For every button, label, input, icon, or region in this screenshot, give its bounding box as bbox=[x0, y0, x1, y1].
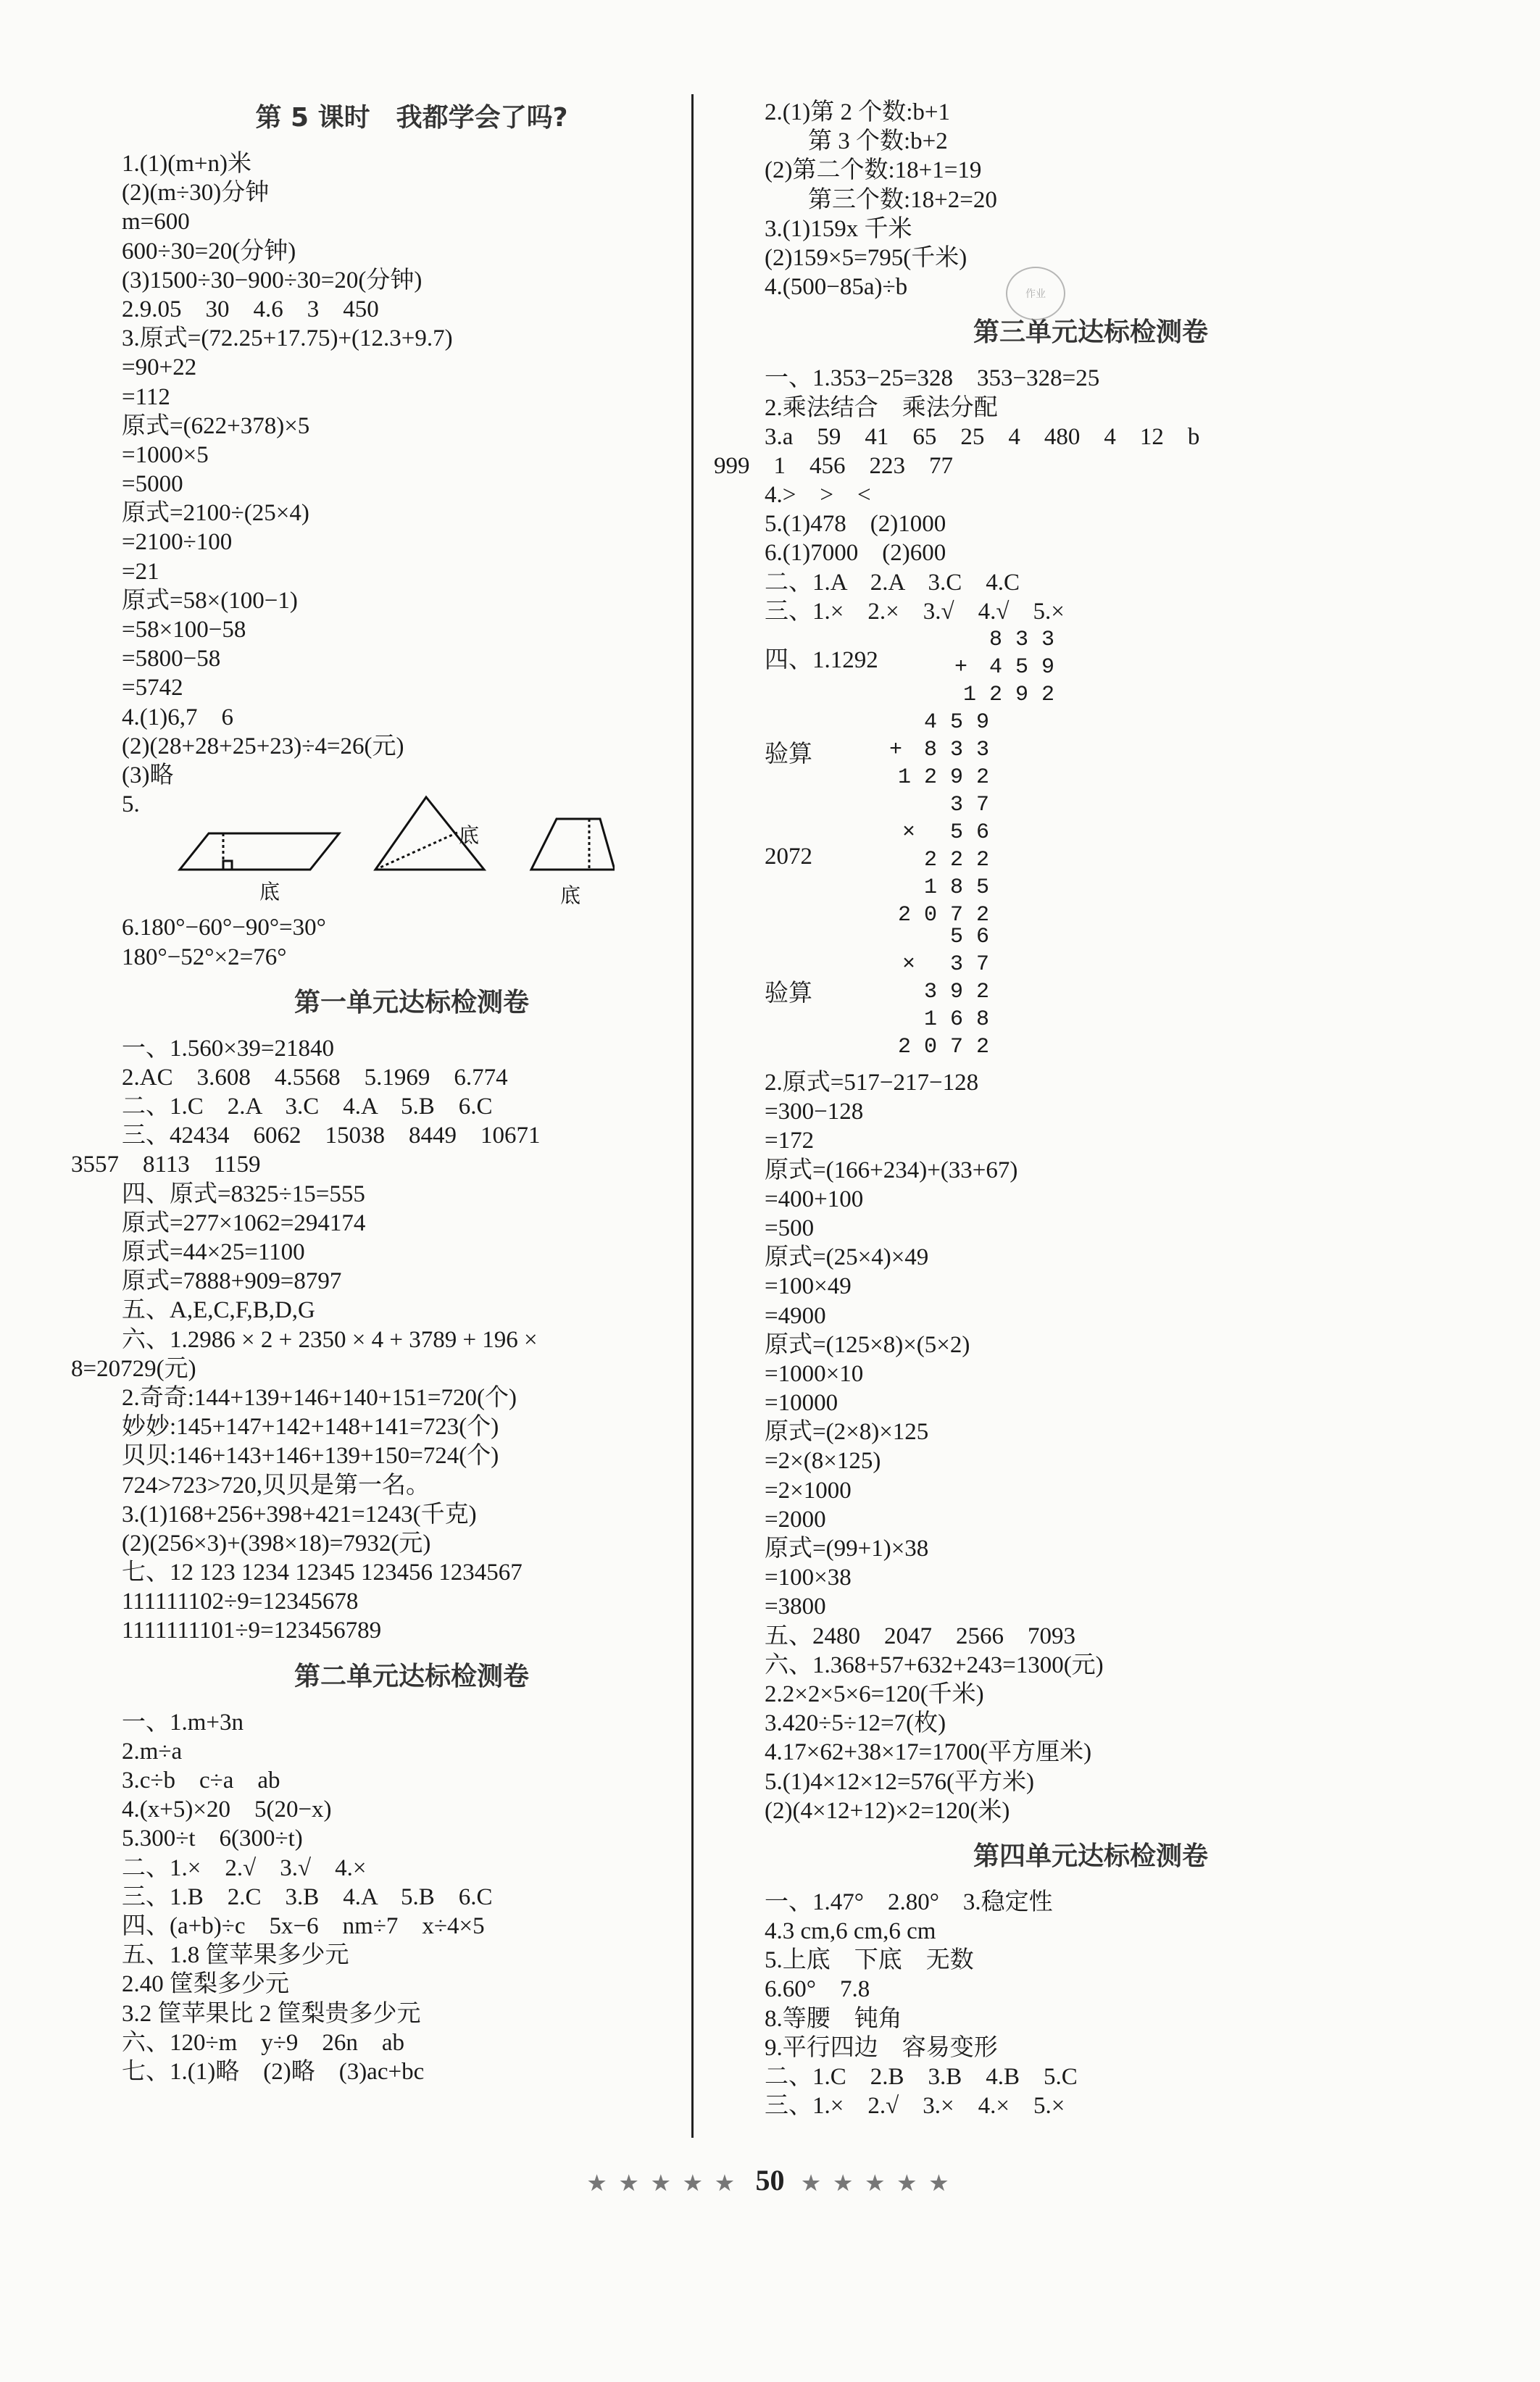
answer-line: 8.等腰 钝角 bbox=[765, 2005, 902, 2032]
addend-2: + 4 5 9 bbox=[954, 655, 1054, 680]
answer-line: =58×100−58 bbox=[122, 617, 246, 643]
answer-line: =1000×5 bbox=[122, 441, 209, 468]
page-footer bbox=[0, 2163, 1540, 2197]
answer-line: 2.2×2×5×6=120(千米) bbox=[765, 1681, 984, 1707]
factor-1: 3 7 bbox=[949, 793, 989, 817]
addend-1: 4 5 9 bbox=[923, 710, 989, 735]
answer-line: 1.(1)(m+n)米 bbox=[122, 151, 251, 177]
answer-line: 3.c÷b c÷a ab bbox=[122, 1767, 280, 1794]
factor-2: × 3 7 bbox=[902, 952, 989, 977]
vertical-calculations-2 bbox=[765, 923, 1417, 1068]
answer-line: 5.300÷t 6(300÷t) bbox=[122, 1825, 303, 1852]
answer-line: 原式=(622+378)×5 bbox=[122, 412, 310, 439]
answer-line: 四、(a+b)÷c 5x−6 nm÷7 x÷4×5 bbox=[122, 1912, 485, 1939]
partial-product-1: 3 9 2 bbox=[923, 980, 989, 1004]
calc-label-2072: 2072 bbox=[765, 844, 812, 870]
answer-line: =172 bbox=[765, 1128, 815, 1154]
partial-product-1: 2 2 2 bbox=[923, 848, 989, 873]
answer-line: (2)(m÷30)分钟 bbox=[122, 180, 270, 207]
answer-line: 原式=(25×4)×49 bbox=[765, 1244, 929, 1271]
unit3-continued-line: 999 1 456 223 77 bbox=[714, 452, 953, 479]
answer-line: 4.3 cm,6 cm,6 cm bbox=[765, 1918, 936, 1945]
answer-line: (2)(256×3)+(398×18)=7932(元) bbox=[122, 1530, 431, 1557]
answer-line: 2.40 筐梨多少元 bbox=[122, 1971, 289, 1998]
page-number: 50 bbox=[755, 2164, 785, 2196]
answer-line: 4.(1)6,7 6 bbox=[122, 704, 233, 730]
unit1-title: 第一单元达标检测卷 bbox=[294, 987, 529, 1017]
partial-product-2: 1 8 5 bbox=[923, 875, 989, 900]
unit3-answers bbox=[765, 364, 1417, 451]
answer-line: =10000 bbox=[765, 1390, 838, 1417]
answer-line: 一、1.353−25=328 353−328=25 bbox=[765, 365, 1100, 392]
answer-line: =5742 bbox=[122, 675, 183, 701]
sum: 1 2 9 2 bbox=[962, 683, 1054, 707]
answer-line: 5.(1)4×12×12=576(平方米) bbox=[765, 1768, 1035, 1795]
addend-1: 8 3 3 bbox=[988, 628, 1054, 652]
answer-line: 6.180°−60°−90°=30° bbox=[122, 915, 326, 941]
answer-line: 妙妙:145+147+142+148+141=723(个) bbox=[122, 1414, 499, 1441]
unit4-answers bbox=[765, 1888, 1417, 2121]
answer-line: 三、1.× 2.× 3.√ 4.√ 5.× bbox=[765, 598, 1065, 625]
answer-line: 原式=(99+1)×38 bbox=[765, 1536, 929, 1562]
answer-line: 一、1.560×39=21840 bbox=[122, 1035, 334, 1062]
continued-answers bbox=[765, 98, 1417, 301]
answer-line: =5800−58 bbox=[122, 646, 221, 672]
answer-line: 9.平行四边 容易变形 bbox=[765, 2034, 998, 2061]
figure-label-base-1: 底 bbox=[259, 881, 280, 904]
unit1-continued-line-2: 8=20729(元) bbox=[71, 1355, 196, 1382]
height-diagrams-icon bbox=[151, 790, 615, 906]
answer-line: 二、1.C 2.B 3.B 4.B 5.C bbox=[765, 2064, 1078, 2090]
answer-line: 6.60° 7.8 bbox=[765, 1976, 870, 2003]
answer-line: 七、1.(1)略 (2)略 (3)ac+bc bbox=[122, 2058, 425, 2085]
partial-product-2: 1 6 8 bbox=[923, 1007, 989, 1032]
answer-line: 2.AC 3.608 4.5568 5.1969 6.774 bbox=[122, 1064, 508, 1091]
unit2-title: 第二单元达标检测卷 bbox=[294, 1661, 529, 1691]
unit3-title: 第三单元达标检测卷 bbox=[973, 317, 1208, 348]
answer-line: =3800 bbox=[765, 1594, 826, 1620]
answer-line: =2100÷100 bbox=[122, 529, 233, 556]
figure-label-base-2: 底 bbox=[459, 825, 480, 848]
answer-line: 4.(x+5)×20 5(20−x) bbox=[122, 1796, 332, 1823]
answer-line: 3.2 筐苹果比 2 筐梨贵多少元 bbox=[122, 2000, 421, 2027]
answer-line: 原式=277×1062=294174 bbox=[122, 1209, 366, 1236]
answer-line: (2)159×5=795(千米) bbox=[765, 244, 967, 271]
answer-line: 3.a 59 41 65 25 4 480 4 12 b bbox=[765, 423, 1200, 450]
answer-line: 五、2480 2047 2566 7093 bbox=[765, 1623, 1075, 1649]
answer-line: 6.(1)7000 (2)600 bbox=[765, 540, 946, 567]
answer-line: 原式=7888+909=8797 bbox=[122, 1268, 342, 1295]
answer-line: 三、1.× 2.√ 3.× 4.× 5.× bbox=[765, 2093, 1065, 2120]
answer-line: (2)(28+28+25+23)÷4=26(元) bbox=[122, 733, 404, 759]
answer-line: =2×1000 bbox=[765, 1477, 852, 1504]
answer-line: (3)1500÷30−900÷30=20(分钟) bbox=[122, 267, 423, 293]
answer-line: (2)第二个数:18+1=19 bbox=[765, 157, 982, 184]
answer-line: 180°−52°×2=76° bbox=[122, 944, 287, 970]
answer-line: 4.17×62+38×17=1700(平方厘米) bbox=[765, 1739, 1092, 1766]
answer-line: 原式=(125×8)×(5×2) bbox=[765, 1331, 970, 1358]
factor-2: × 5 6 bbox=[902, 820, 989, 845]
addition-2 bbox=[844, 709, 989, 791]
product: 2 0 7 2 bbox=[897, 903, 989, 928]
figure-label-base-3: 底 bbox=[560, 885, 581, 907]
multiplication-2 bbox=[844, 923, 989, 1061]
multiplication-1 bbox=[844, 791, 989, 929]
answer-line: 4.(500−85a)÷b bbox=[765, 274, 908, 301]
answer-line: 原式=(2×8)×125 bbox=[765, 1419, 929, 1446]
answer-line: =300−128 bbox=[765, 1099, 864, 1125]
answer-line: 原式=44×25=1100 bbox=[122, 1239, 305, 1265]
answer-line: 111111102÷9=12345678 bbox=[122, 1588, 359, 1615]
answer-line: 2.奇奇:144+139+146+140+151=720(个) bbox=[122, 1384, 517, 1411]
answer-line: =100×38 bbox=[765, 1565, 852, 1591]
unit1-answers bbox=[122, 1034, 702, 1151]
answer-line: 5.(1)478 (2)1000 bbox=[765, 511, 946, 538]
answer-line: 七、12 123 1234 12345 123456 1234567 bbox=[122, 1559, 523, 1586]
calc-label-1292: 四、1.1292 bbox=[765, 647, 878, 673]
right-column bbox=[714, 98, 1417, 2120]
answer-line: 724>723>720,贝贝是第一名。 bbox=[122, 1472, 430, 1499]
answer-line: 3.420÷5÷12=7(枚) bbox=[765, 1710, 946, 1737]
answer-line: =90+22 bbox=[122, 354, 197, 381]
sum: 1 2 9 2 bbox=[897, 765, 989, 790]
answer-line: =500 bbox=[765, 1215, 815, 1241]
answer-line: 三、1.B 2.C 3.B 4.A 5.B 6.C bbox=[122, 1883, 493, 1910]
lesson-answers-after bbox=[122, 913, 702, 971]
answer-line: =4900 bbox=[765, 1302, 826, 1329]
answer-line: 1111111101÷9=123456789 bbox=[122, 1617, 382, 1644]
answer-line: 600÷30=20(分钟) bbox=[122, 238, 296, 265]
unit1-answers-3 bbox=[122, 1383, 702, 1646]
factor-1: 5 6 bbox=[949, 925, 989, 949]
answer-line: =112 bbox=[122, 383, 170, 410]
footer-stars-left: ★ ★ ★ ★ ★ bbox=[587, 2173, 738, 2195]
answer-line: 3.(1)168+256+398+421=1243(千克) bbox=[122, 1501, 477, 1528]
answer-line: =1000×10 bbox=[765, 1360, 864, 1387]
lesson-title: 第 5 课时 我都学会了吗? bbox=[255, 103, 568, 133]
answer-line: =400+100 bbox=[765, 1186, 864, 1212]
answer-line: 2.9.05 30 4.6 3 450 bbox=[122, 296, 379, 322]
footer-stars-right: ★ ★ ★ ★ ★ bbox=[802, 2173, 953, 2195]
answer-line: 三、42434 6062 15038 8449 10671 bbox=[122, 1123, 541, 1149]
answer-line: 3.(1)159x 千米 bbox=[765, 215, 912, 242]
answer-line: =2000 bbox=[765, 1506, 826, 1533]
answer-line: 二、1.× 2.√ 3.√ 4.× bbox=[122, 1854, 367, 1881]
answer-line: 原式=(166+234)+(33+67) bbox=[765, 1157, 1018, 1183]
unit2-answers bbox=[122, 1708, 702, 2086]
stamp-mark: 作业 bbox=[1006, 267, 1065, 320]
lesson-answers bbox=[122, 149, 702, 819]
answer-line: 五、1.8 筐苹果多少元 bbox=[122, 1942, 349, 1969]
product: 2 0 7 2 bbox=[897, 1035, 989, 1059]
answer-line: 六、120÷m y÷9 26n ab bbox=[122, 2029, 405, 2056]
addend-2: + 8 3 3 bbox=[888, 738, 989, 762]
unit1-answers-2 bbox=[122, 1180, 702, 1354]
answer-line: 一、1.m+3n bbox=[122, 1709, 244, 1736]
answer-line: 第 3 个数:b+2 bbox=[808, 128, 948, 155]
geometry-figures bbox=[122, 819, 702, 913]
answer-line: 二、1.A 2.A 3.C 4.C bbox=[765, 569, 1020, 596]
answer-line: 原式=2100÷(25×4) bbox=[122, 500, 309, 527]
answer-line: 五、A,E,C,F,B,D,G bbox=[122, 1297, 315, 1324]
answer-line: 2.m÷a bbox=[122, 1738, 183, 1765]
calc-label-check-2: 验算 bbox=[765, 980, 812, 1007]
unit1-continued-line: 3557 8113 1159 bbox=[71, 1152, 261, 1178]
answer-line: 4.> > < bbox=[765, 482, 871, 509]
answer-line: 5. bbox=[122, 791, 140, 818]
answer-line: =21 bbox=[122, 558, 159, 585]
unit3-answers-3 bbox=[765, 1068, 1417, 1825]
answer-line: m=600 bbox=[122, 209, 190, 236]
answer-line: 六、1.368+57+632+243=1300(元) bbox=[765, 1652, 1104, 1678]
answer-line: 2.原式=517−217−128 bbox=[765, 1070, 979, 1096]
addition-1 bbox=[910, 626, 1054, 709]
answer-line: 5.上底 下底 无数 bbox=[765, 1947, 974, 1974]
answer-line: 一、1.47° 2.80° 3.稳定性 bbox=[765, 1888, 1053, 1915]
answer-line: 原式=58×(100−1) bbox=[122, 587, 298, 614]
unit3-answers-2 bbox=[765, 480, 1417, 626]
answer-line: 3.原式=(72.25+17.75)+(12.3+9.7) bbox=[122, 325, 453, 352]
unit4-title: 第四单元达标检测卷 bbox=[973, 1841, 1208, 1871]
answer-line: 第三个数:18+2=20 bbox=[808, 186, 997, 213]
calc-label-check: 验算 bbox=[765, 741, 812, 767]
answer-line: 二、1.C 2.A 3.C 4.A 5.B 6.C bbox=[122, 1094, 493, 1120]
answer-line: (3)略 bbox=[122, 762, 174, 788]
answer-line: 四、原式=8325÷15=555 bbox=[122, 1180, 365, 1207]
answer-line: =100×49 bbox=[765, 1273, 852, 1300]
left-column bbox=[71, 87, 702, 2086]
answer-line: (2)(4×12+12)×2=120(米) bbox=[765, 1797, 1010, 1824]
answer-line: =2×(8×125) bbox=[765, 1448, 881, 1475]
answer-line: 贝贝:146+143+146+139+150=724(个) bbox=[122, 1443, 499, 1470]
answer-line: 2.(1)第 2 个数:b+1 bbox=[765, 99, 951, 125]
answer-line: 2.乘法结合 乘法分配 bbox=[765, 394, 998, 421]
answer-line: =5000 bbox=[122, 471, 183, 498]
answer-line: 六、1.2986 × 2 + 2350 × 4 + 3789 + 196 × bbox=[122, 1326, 538, 1353]
